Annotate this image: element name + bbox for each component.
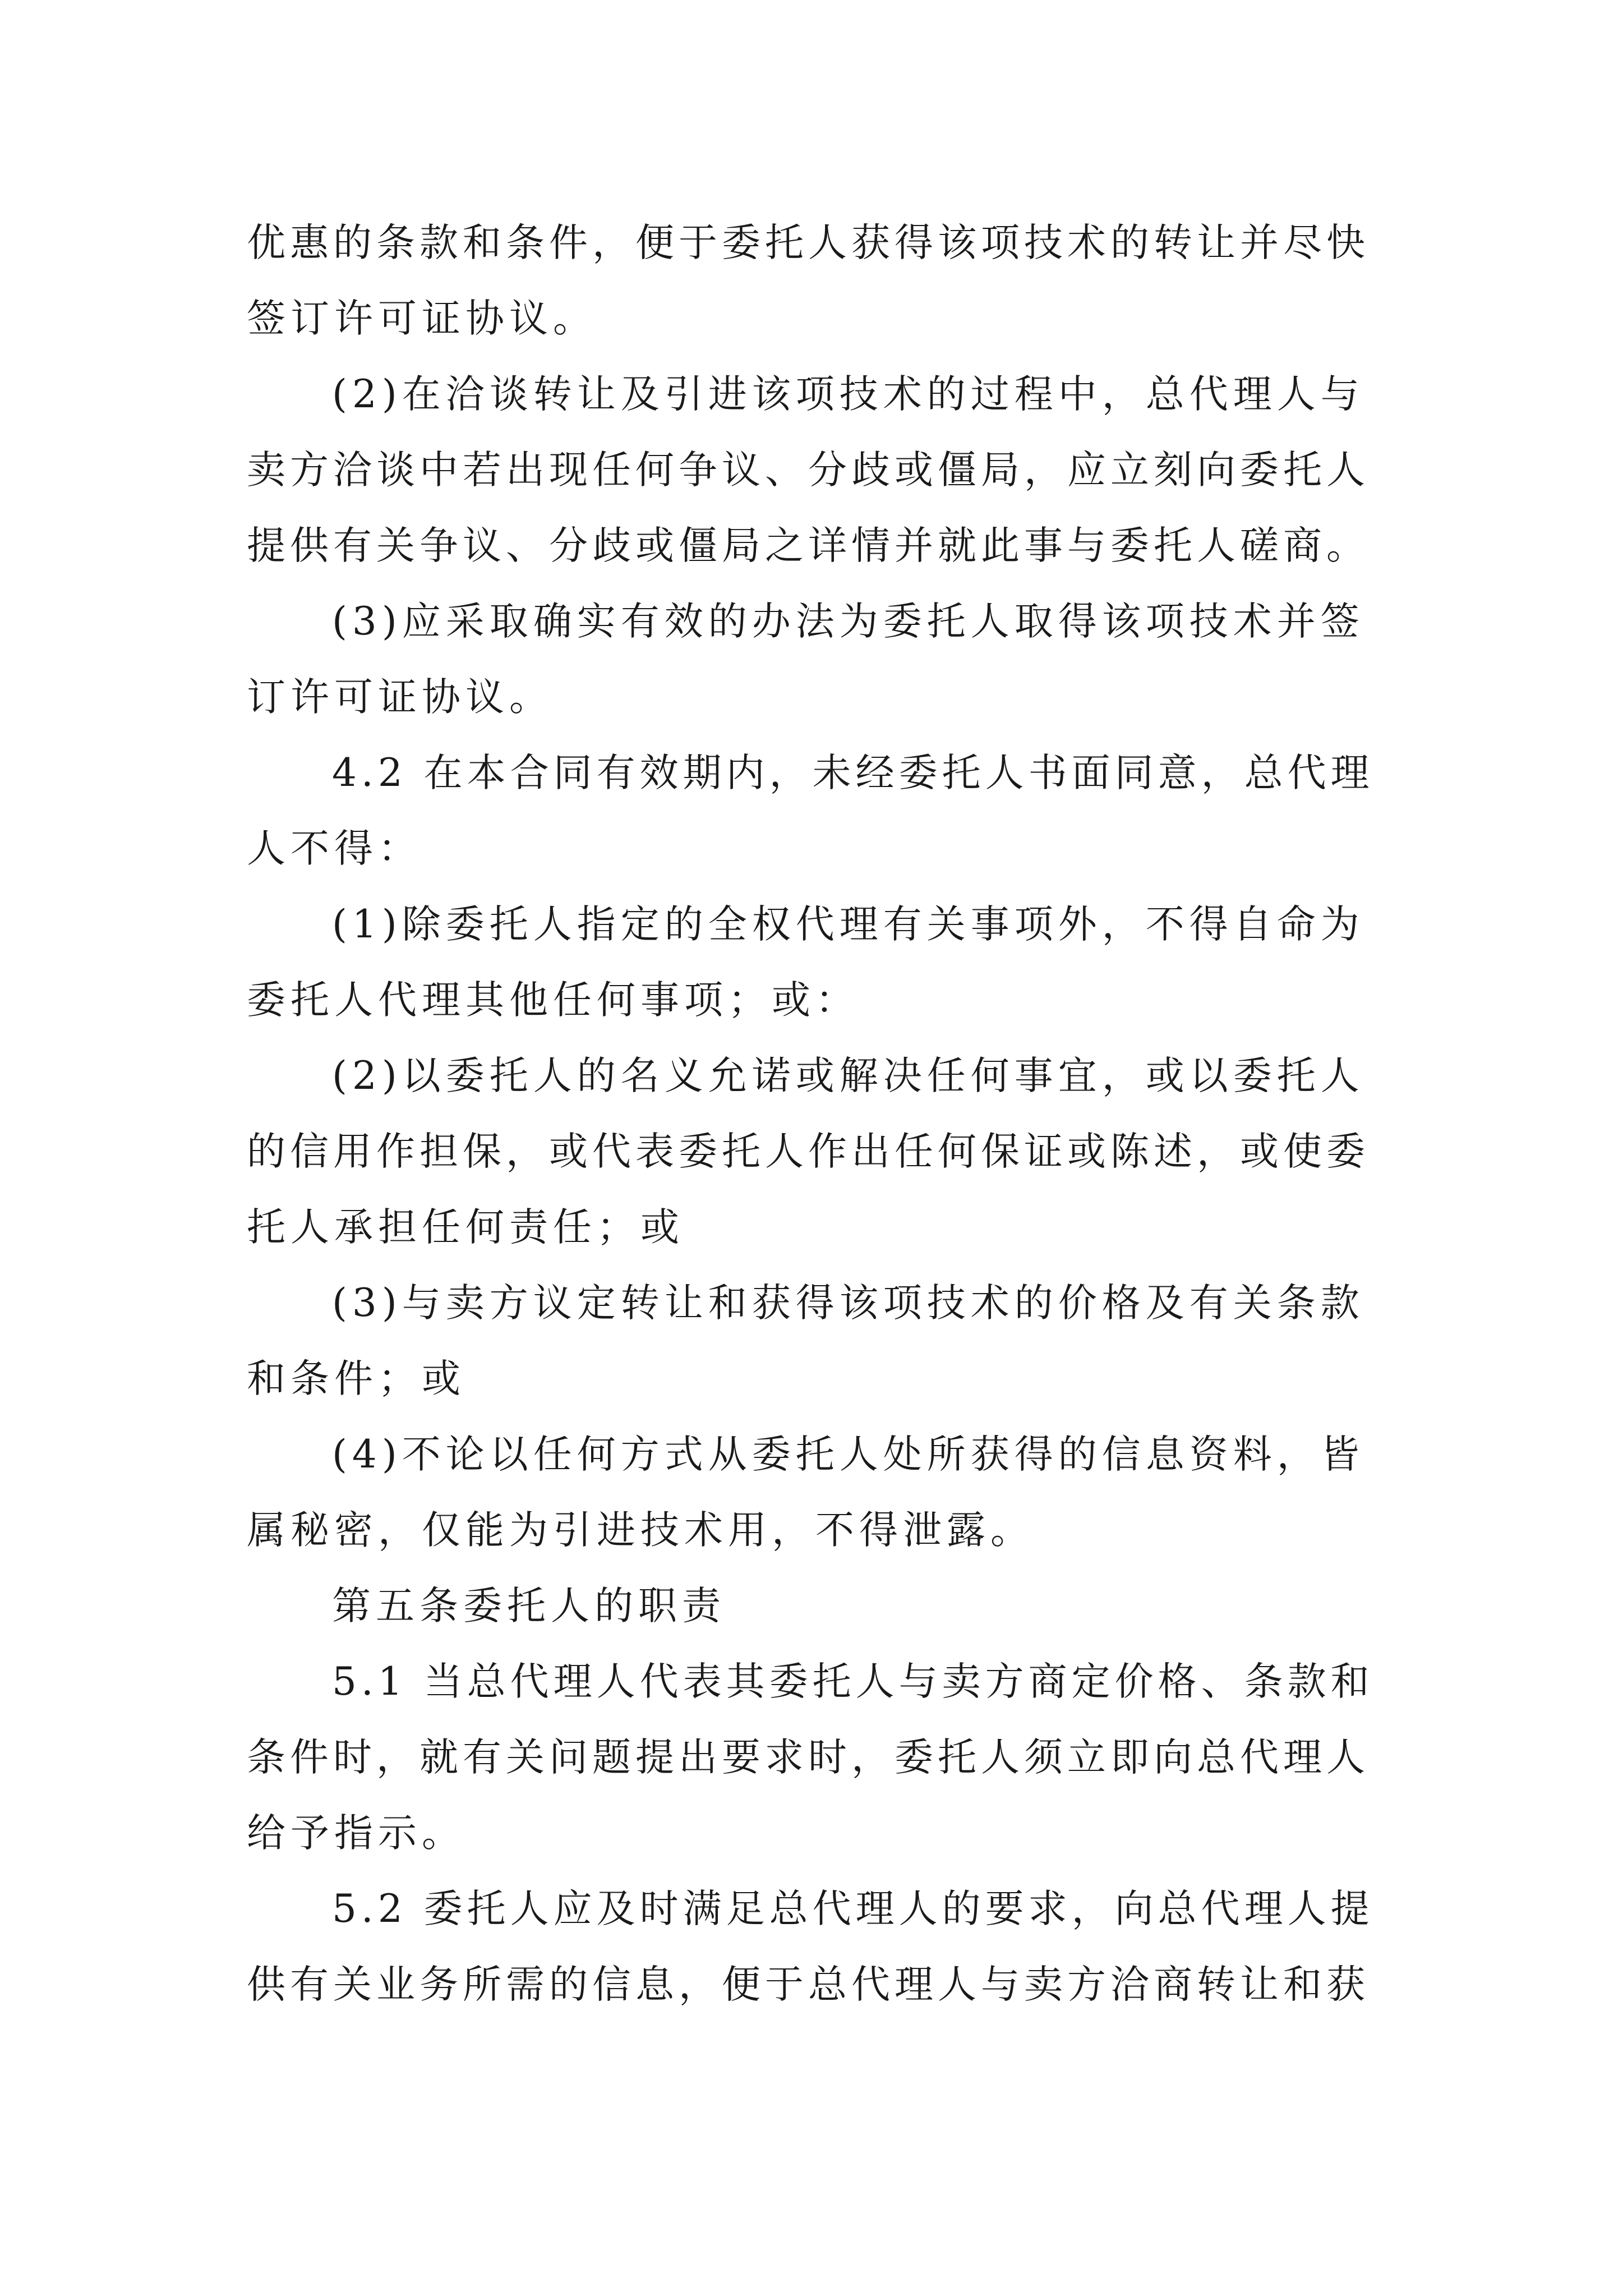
text-line: 4.2 在本合同有效期内，未经委托人书面同意，总代理 xyxy=(332,751,1374,795)
text-line: (1)除委托人指定的全权代理有关事项外，不得自命为 xyxy=(332,902,1364,947)
text-line: 给予指示。 xyxy=(247,1811,465,1856)
text-line: (2)以委托人的名义允诺或解决任何事宜，或以委托人 xyxy=(332,1053,1364,1098)
text-line: (3)与卖方议定转让和获得该项技术的价格及有关条款 xyxy=(332,1281,1364,1326)
text-line: 签订许可证协议。 xyxy=(247,296,597,341)
text-line: 5.2 委托人应及时满足总代理人的要求，向总代理人提 xyxy=(332,1887,1374,1931)
text-line: (3)应采取确实有效的办法为委托人取得该项技术并签 xyxy=(332,599,1364,644)
text-line: 供有关业务所需的信息，便于总代理人与卖方洽商转让和获 xyxy=(247,1962,1370,2007)
text-line: 订许可证协议。 xyxy=(247,675,553,720)
text-line: 属秘密，仅能为引进技术用，不得泄露。 xyxy=(247,1508,1034,1553)
text-line: 5.1 当总代理人代表其委托人与卖方商定价格、条款和 xyxy=(332,1659,1374,1704)
section-heading: 第五条委托人的职责 xyxy=(332,1584,726,1628)
text-line: (2)在洽谈转让及引进该项技术的过程中，总代理人与 xyxy=(332,372,1364,417)
text-line: 和条件；或 xyxy=(247,1356,465,1401)
text-line: 提供有关争议、分歧或僵局之详情并就此事与委托人磋商。 xyxy=(247,523,1370,568)
text-line: 卖方洽谈中若出现任何争议、分歧或僵局，应立刻向委托人 xyxy=(247,448,1370,493)
text-line: 优惠的条款和条件，便于委托人获得该项技术的转让并尽快 xyxy=(247,220,1370,265)
text-line: 人不得： xyxy=(247,826,422,871)
text-line: 委托人代理其他任何事项；或： xyxy=(247,978,859,1023)
text-line: 的信用作担保，或代表委托人作出任何保证或陈述，或使委 xyxy=(247,1129,1370,1174)
text-line: 托人承担任何责任；或 xyxy=(247,1205,684,1250)
text-line: 条件时，就有关问题提出要求时，委托人须立即向总代理人 xyxy=(247,1735,1370,1780)
text-line: (4)不论以任何方式从委托人处所获得的信息资料，皆 xyxy=(332,1432,1364,1477)
